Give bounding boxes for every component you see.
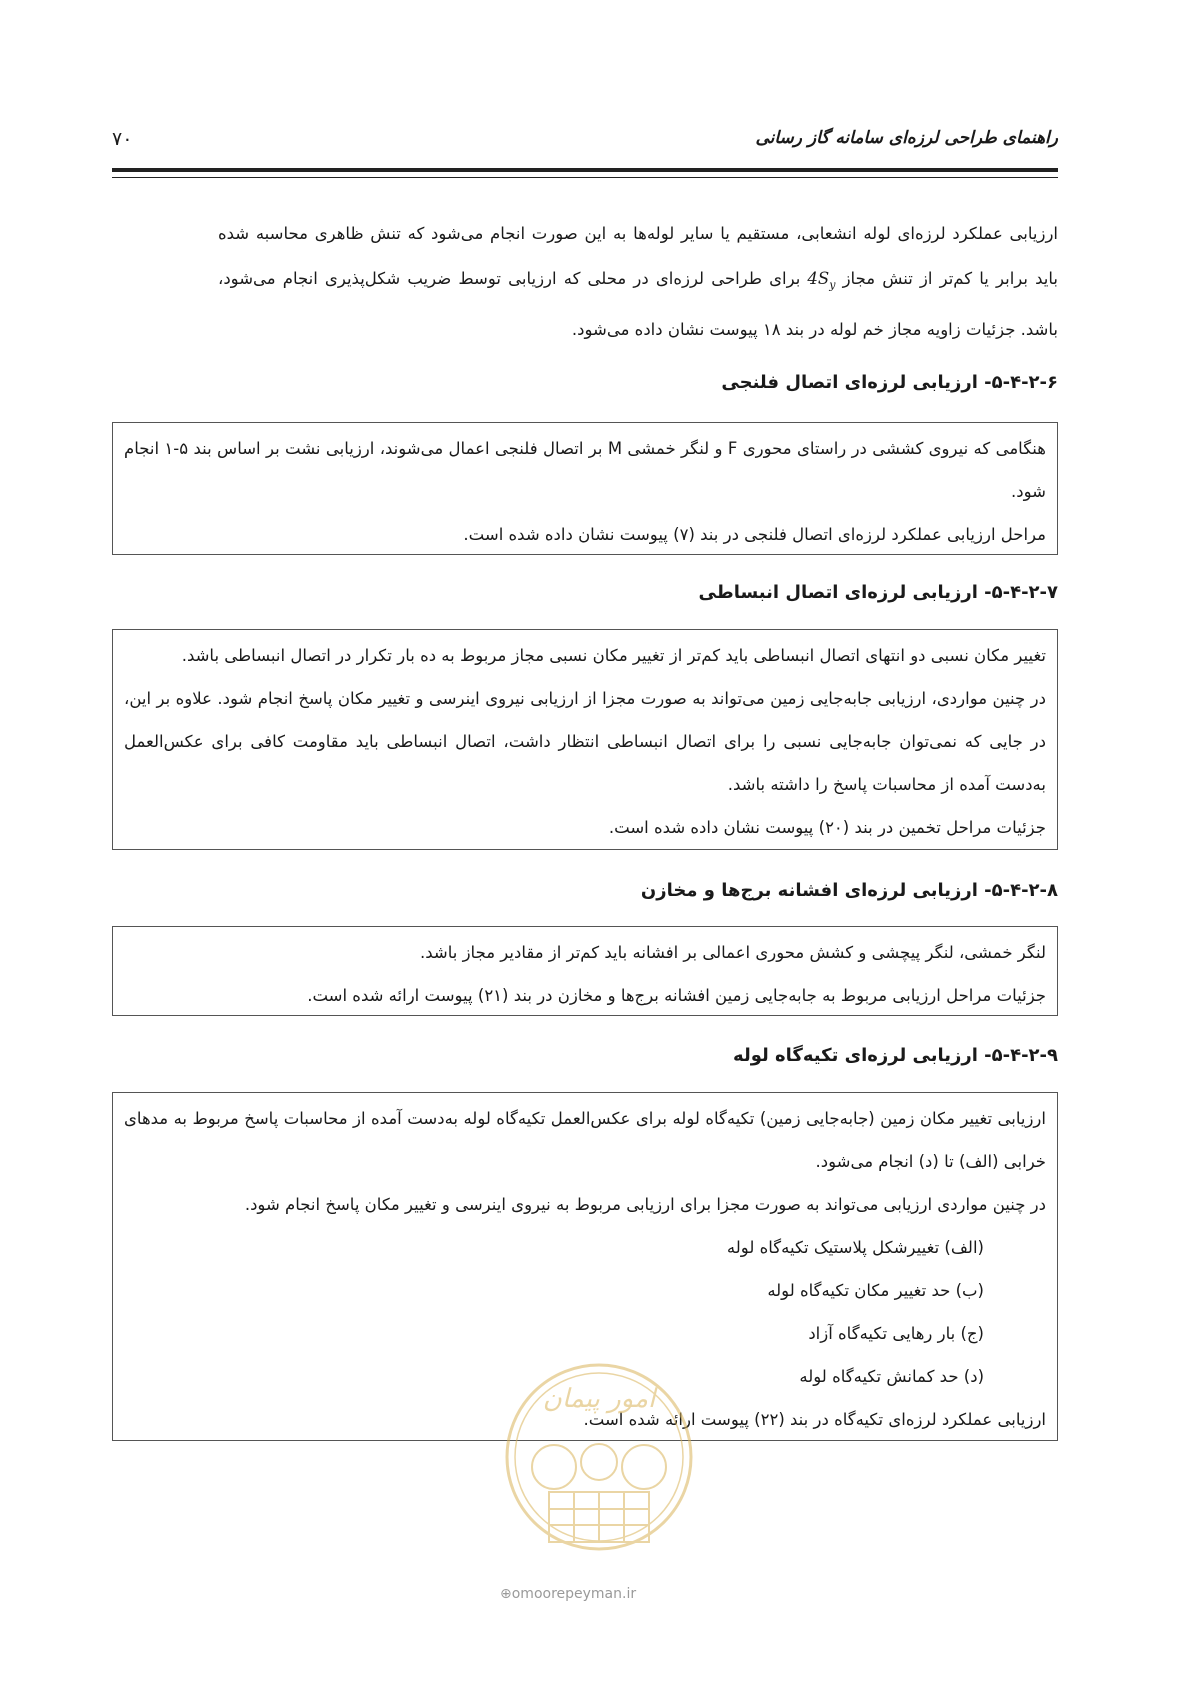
running-title: راهنمای طراحی لرزه‌ای سامانه گاز رسانی — [755, 128, 1058, 148]
section-paragraph: جزئیات مراحل تخمین در بند (۲۰) پیوست نشان داده شده است. — [608, 818, 1046, 837]
section-paragraph: ارزیابی تغییر مکان زمین (جابه‌جایی زمین) تکیه‌گاه لوله برای عکس‌العمل تکیه‌گاه لوله به‌دست آمده از محاسبات پاسخ مربوط به مدهای خرابی (الف) تا (د) انجام می‌شود. — [124, 1109, 1046, 1171]
watermark-url: ⊕omoorepeyman.ir — [500, 1586, 637, 1602]
section-box-expansion-joint — [112, 629, 1058, 850]
section-box-nozzle — [112, 926, 1058, 1016]
section-paragraph: در چنین مواردی، ارزیابی جابه‌جایی زمین می‌تواند به صورت مجزا از ارزیابی نیروی اینرسی و تغییر مکان پاسخ انجام شود. علاوه بر این، در جایی که نمی‌توان جابه‌جایی نسبی را برای اتصال انبساطی انتظار داشت، اتصال انبساطی باید مقاومت کافی برای عکس‌العمل به‌دست آمده از محاسبات پاسخ را داشته باشد. — [124, 689, 1046, 794]
section-paragraph: مراحل ارزیابی عملکرد لرزه‌ای اتصال فلنجی در بند (۷) پیوست نشان داده شده است. — [463, 525, 1046, 544]
header-rule-thick — [112, 168, 1058, 172]
section-paragraph: در چنین مواردی ارزیابی می‌تواند به صورت مجزا برای ارزیابی مربوط به نیروی اینرسی و تغییر مکان پاسخ انجام شود. — [244, 1195, 1046, 1214]
section-heading-expansion-joint: ۵-۴-۲-۷- ارزیابی لرزه‌ای اتصال انبساطی — [698, 582, 1058, 603]
section-paragraph: لنگر خمشی، لنگر پیچشی و کشش محوری اعمالی بر افشانه باید کم‌تر از مقادیر مجاز باشد. — [419, 943, 1046, 962]
page-number: ۷۰ — [112, 128, 133, 150]
intro-text-part2: برای طراحی لرزه‌ای در محلی که ارزیابی توسط ضریب شکل‌پذیری انجام می‌شود، باشد. جزئیات زاویه مجاز خم لوله در بند ۱۸ پیوست نشان داده می‌شود. — [218, 269, 1058, 340]
intro-paragraph — [218, 211, 1058, 352]
failure-mode-item: (الف) تغییرشکل پلاستیک تکیه‌گاه لوله — [726, 1238, 984, 1257]
section-paragraph: تغییر مکان نسبی دو انتهای اتصال انبساطی باید کم‌تر از تغییر مکان نسبی مجاز مربوط به ده بار تکرار در اتصال انبساطی باشد. — [181, 646, 1046, 665]
page-header — [112, 128, 1058, 162]
section-heading-pipe-support: ۵-۴-۲-۹- ارزیابی لرزه‌ای تکیه‌گاه لوله — [733, 1045, 1058, 1066]
failure-mode-item: (ج) بار رهایی تکیه‌گاه آزاد — [808, 1324, 984, 1343]
watermark-logo-text: امور پیمان — [542, 1384, 656, 1414]
intro-text-part1: ارزیابی عملکرد لرزه‌ای لوله انشعابی، مستقیم یا سایر لوله‌ها به این صورت انجام می‌شود که تنش ظاهری محاسبه شده باید برابر یا کم‌تر از تنش مجاز — [218, 224, 1058, 288]
section-heading-nozzle: ۵-۴-۲-۸- ارزیابی لرزه‌ای افشانه برج‌ها و مخازن — [640, 880, 1058, 901]
section-heading-flange-joint: ۵-۴-۲-۶- ارزیابی لرزه‌ای اتصال فلنجی — [721, 372, 1058, 393]
allowable-stress-symbol: $4S_y$ — [807, 269, 836, 292]
section-paragraph: ارزیابی عملکرد لرزه‌ای تکیه‌گاه در بند (۲۲) پیوست ارائه شده است. — [583, 1410, 1046, 1429]
header-rule-thin — [112, 177, 1058, 178]
failure-mode-item: (د) حد کمانش تکیه‌گاه لوله — [799, 1367, 984, 1386]
failure-mode-item: (ب) حد تغییر مکان تکیه‌گاه لوله — [767, 1281, 984, 1300]
globe-icon: ⊕ — [500, 1586, 512, 1602]
section-paragraph: هنگامی که نیروی کششی در راستای محوری F و لنگر خمشی M بر اتصال فلنجی اعمال می‌شوند، ارزیابی نشت بر اساس بند ۵-۱ انجام شود. — [124, 439, 1046, 501]
section-paragraph: جزئیات مراحل ارزیابی مربوط به جابه‌جایی زمین افشانه برج‌ها و مخازن در بند (۲۱) پیوست ارائه شده است. — [307, 986, 1046, 1005]
section-box-flange-joint — [112, 422, 1058, 555]
watermark-logo — [494, 1352, 704, 1582]
